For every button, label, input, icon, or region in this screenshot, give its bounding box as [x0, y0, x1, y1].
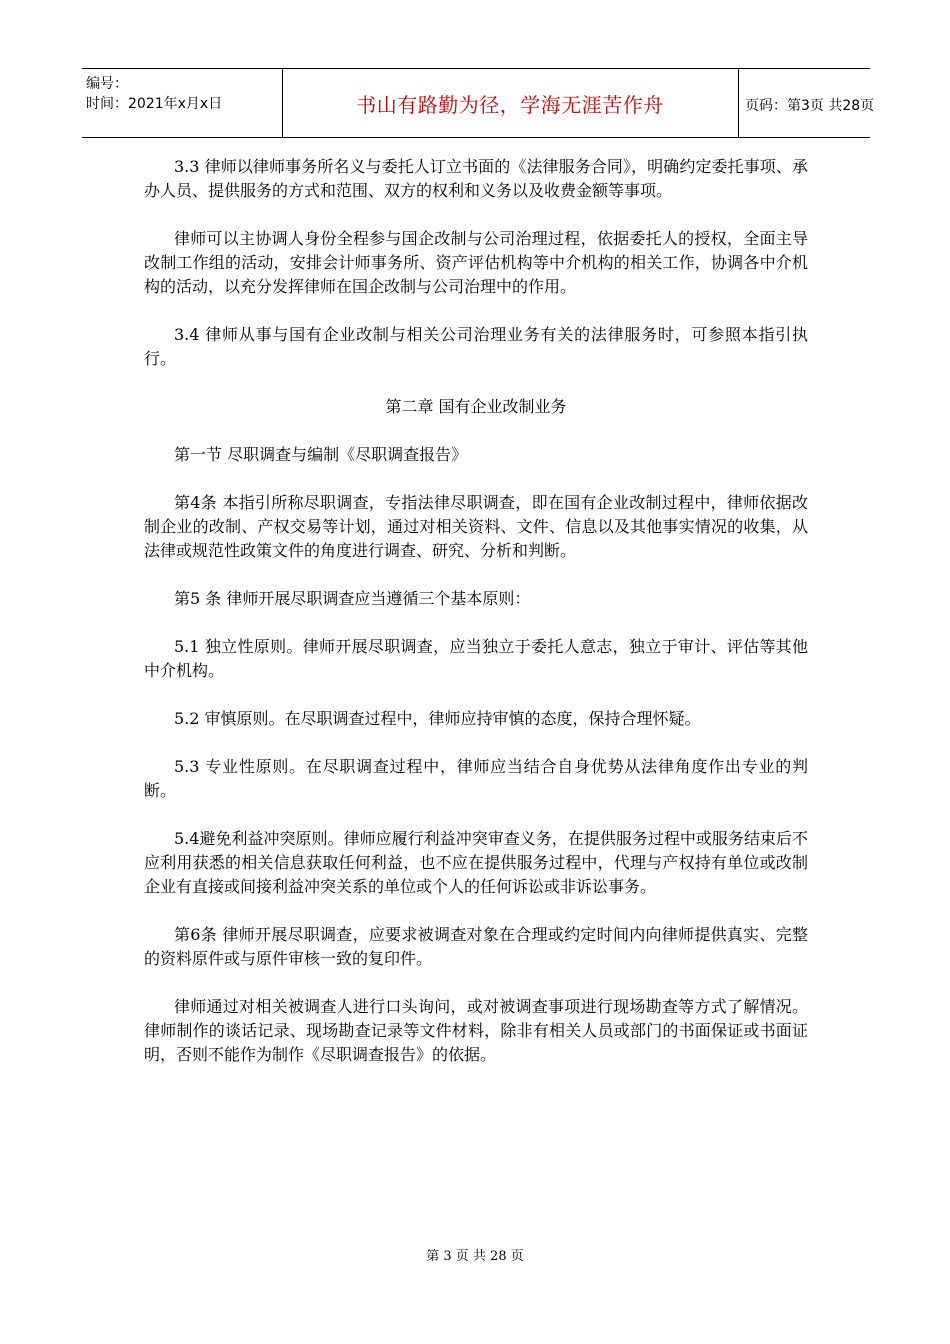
- header-motto-cell: [282, 69, 739, 137]
- header-motto: 书山有路勤为径，学海无涯苦作舟: [356, 93, 664, 117]
- document-date-label: 时间：2021年x月x日: [86, 96, 223, 112]
- paragraph-coordinator-role: 律师可以主协调人身份全程参与国企改制与公司治理过程，依据委托人的授权，全面主导改制工作组的活动，安排会计师事务所、资产评估机构等中介机构的相关工作，协调各中介机构的活动，以充分发挥律师在国企改制与公司治理中的作用。: [144, 229, 808, 296]
- paragraph-3-3: 3.3 律师以律师事务所名义与委托人订立书面的《法律服务合同》，明确约定委托事项、承办人员、提供服务的方式和范围、双方的权利和义务以及收费金额等事项。: [144, 157, 808, 200]
- paragraph-5-3: 5.3 专业性原则。在尽职调查过程中，律师应当结合自身优势从法律角度作出专业的判断。: [144, 757, 808, 800]
- header-page-cell: [739, 69, 875, 137]
- paragraph-3-4: 3.4 律师从事与国有企业改制与相关公司治理业务有关的法律服务时，可参照本指引执行。: [144, 325, 808, 368]
- section-heading: 第一节 尽职调查与编制《尽职调查报告》: [174, 445, 468, 464]
- header-page-number: 页码：第3页 共28页: [745, 98, 875, 114]
- chapter-heading: 第二章 国有企业改制业务: [385, 397, 567, 416]
- article-6: 第6条 律师开展尽职调查，应要求被调查对象在合理或约定时间内向律师提供真实、完整的资料原件或与原件审核一致的复印件。: [144, 925, 808, 968]
- paragraph-5-1: 5.1 独立性原则。律师开展尽职调查，应当独立于委托人意志，独立于审计、评估等其他中介机构。: [144, 637, 808, 680]
- article-4: 第4条 本指引所称尽职调查，专指法律尽职调查，即在国有企业改制过程中，律师依据改制企业的改制、产权交易等计划，通过对相关资料、文件、信息以及其他事实情况的收集，从法律或规范性政策文件的角度进行调查、研究、分析和判断。: [144, 493, 808, 560]
- page-header: [82, 68, 875, 138]
- document-body: [144, 155, 808, 1091]
- header-info-cell: [82, 69, 283, 137]
- paragraph-5-4: 5.4避免利益冲突原则。律师应履行利益冲突审查义务，在提供服务过程中或服务结束后不应利用获悉的相关信息获取任何利益，也不应在提供服务过程中，代理与产权持有单位或改制企业有直接或间接利益冲突关系的单位或个人的任何诉讼或非诉讼事务。: [144, 829, 808, 896]
- article-5: 第5 条 律师开展尽职调查应当遵循三个基本原则：: [174, 589, 531, 608]
- page-footer: 第 3 页 共 28 页: [426, 1249, 524, 1264]
- paragraph-5-2: 5.2 审慎原则。在尽职调查过程中，律师应持审慎的态度，保持合理怀疑。: [174, 709, 701, 728]
- document-number-label: 编号：: [86, 76, 128, 92]
- paragraph-interview-methods: 律师通过对相关被调查人进行口头询问，或对被调查事项进行现场勘查等方式了解情况。律师制作的谈话记录、现场勘查记录等文件材料，除非有相关人员或部门的书面保证或书面证明，否则不能作为制作《尽职调查报告》的依据。: [144, 997, 808, 1064]
